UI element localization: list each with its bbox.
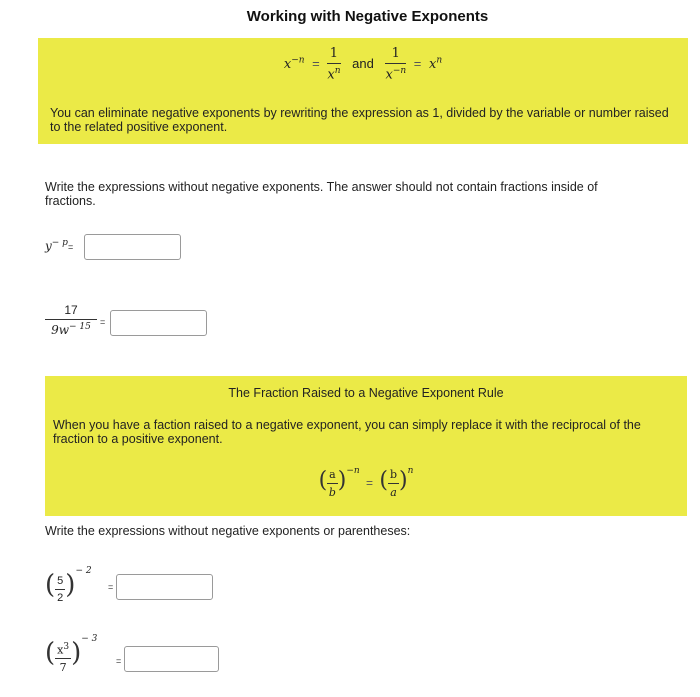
problem-1-equals: = [67,242,74,252]
rule1-and-word: and [352,55,374,71]
rule2-formula: ( $\frac{a}{b}$ )$^{-n}$ = ( $\frac{b}{a}$ )$^n$ [318,466,414,500]
instructions-2: Write the expressions without negative exponents or parentheses: [45,524,411,538]
rule1-description: You can eliminate negative exponents by rewriting the expression as 1, divided by the variable or number raised to the related positive exponent. [50,106,669,134]
page-title: Working with Negative Exponents [246,8,489,25]
problem-3-answer-input[interactable] [116,574,213,600]
problem-2-numerator: 17 [64,303,78,317]
instructions-1: Write the expressions without negative exponents. The answer should not contain fractions inside of fractions. [45,180,598,208]
problem-4-expression: ( $\frac{x^3}{7}$ )$^{- 3}$ [45,634,98,675]
rule1-rhs-exp: n [436,55,443,66]
rule1-formula [38,46,688,82]
rule2-description: When you have a faction raised to a negative exponent, you can simply replace it with the reciprocal of the fraction to a positive exponent. [53,418,641,446]
rule1-equals-1: = [312,55,320,71]
problem-2-equals: = [100,317,106,327]
problem-1-expression: $y^{- p}=$ [45,238,74,253]
problem-2-answer-input[interactable] [110,310,207,336]
rule1-fraction-1: $\frac{1}{x^n}$ [327,46,341,83]
negative-exponent-rule-box [38,38,688,144]
fraction-negative-exponent-rule-box [45,376,687,516]
problem-1-answer-input[interactable] [84,234,181,260]
rule2-lhs-exp: −n [346,466,360,476]
rule1-lhs-exp: −n [291,55,305,66]
rule1-fraction-2: $\frac{1}{x^{-n}}$ [385,46,407,83]
problem-4-equals: = [116,656,122,666]
problem-3-exp: − 2 [75,566,92,576]
rule2-equals: = [366,476,374,490]
rule1-equals-2: = [413,55,422,71]
problem-3-expression: ( $\frac{5}{2}$ )$^{- 2}$ [45,566,92,605]
problem-3-equals: = [108,582,114,592]
rule1-rhs-base: x [429,56,437,72]
problem-2-denominator: 9w [51,323,70,337]
rule2-rhs-exp: n [407,466,414,476]
rule1-lhs-base: x [283,56,292,72]
rule2-heading: The Fraction Raised to a Negative Exponent Rule [228,386,504,400]
problem-4-answer-input[interactable] [124,646,219,672]
problem-2-expression: $\frac{17}{9w^{- 15}}$ [45,303,97,337]
problem-4-exp: − 3 [81,634,98,644]
